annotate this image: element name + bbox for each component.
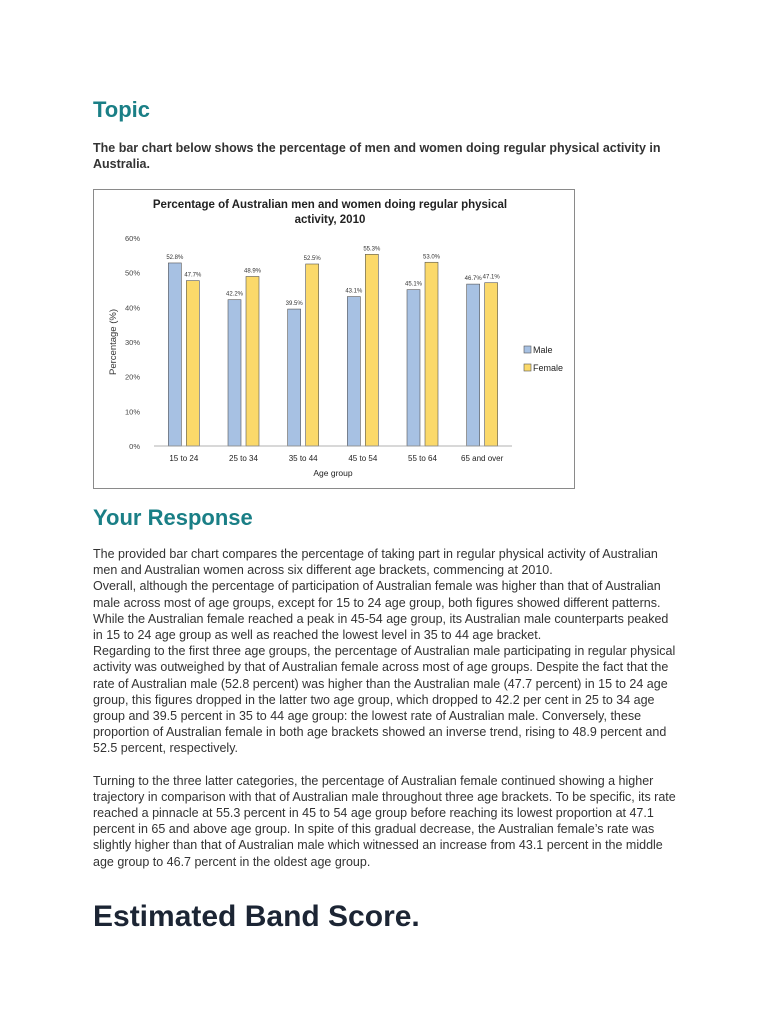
y-tick-label: 30% bbox=[124, 338, 140, 347]
bar-male bbox=[407, 290, 420, 446]
data-label: 53.0% bbox=[422, 254, 441, 261]
y-tick-label: 20% bbox=[124, 372, 140, 382]
x-tick-label: 25 to 34 bbox=[229, 454, 258, 463]
data-label: 48.9% bbox=[243, 268, 262, 275]
legend-label-female: Female bbox=[533, 363, 564, 373]
bar-male bbox=[168, 263, 181, 446]
bar-male bbox=[467, 284, 480, 446]
y-tick-label: 0% bbox=[129, 442, 140, 451]
y-tick-label: 60% bbox=[124, 234, 140, 243]
response-paragraph: Regarding to the first three age groups, the percentage of Australian male participating in regular physical activity was outweighed by that of Australian female across most of age groups. Despite the fact that the rate of Australian male (52.8 percent) was higher than the Australian male (47.7 percent) in 15 to 24 age group, this figures dropped in the latter two age group, which dropped to 42.2 per cent in 25 to 34 age group and 39.5 percent in 35 to 44 age group: the lowest rate of Australian male. Conversely, these proportion of Australian female in both age brackets showed an inverse trend, rising to 48.9 percent and 52.5 percent, respectively. bbox=[93, 644, 676, 756]
data-label: 42.2% bbox=[225, 291, 244, 298]
x-tick-label: 65 and over bbox=[461, 454, 504, 463]
data-label: 52.8% bbox=[166, 254, 184, 261]
legend-swatch-male bbox=[524, 346, 531, 353]
x-tick-label: 55 to 64 bbox=[408, 454, 437, 463]
bar-female bbox=[246, 276, 259, 446]
x-tick-label: 35 to 44 bbox=[288, 454, 318, 463]
chart-svg bbox=[94, 190, 574, 488]
data-label: 43.1% bbox=[345, 288, 363, 295]
y-tick-label: 10% bbox=[124, 407, 140, 417]
data-label: 47.1% bbox=[482, 274, 500, 281]
bar-male bbox=[288, 309, 301, 446]
topic-prompt: The bar chart below shows the percentage of men and women doing regular physical activity in Australia. bbox=[93, 141, 661, 171]
y-tick-label: 50% bbox=[124, 268, 140, 278]
data-label: 47.7% bbox=[184, 272, 202, 279]
bar-female bbox=[365, 254, 378, 446]
legend-label-male: Male bbox=[533, 345, 553, 355]
topic-heading: Topic bbox=[93, 97, 151, 122]
response-paragraph: Turning to the three latter categories, the percentage of Australian female continued showing a higher trajectory in comparison with that of Australian male throughout three age brackets. To be specific, its rate reached a pinnacle at 55.3 percent in 45 to 54 age group before reaching its lowest proportion at 47.1 percent in 65 and above age group. In spite of this gradual decrease, the Australian female’s rate was slightly higher than that of Australian male which witnessed an increase from 43.1 percent in the middle age group to 46.7 percent in the oldest age group. bbox=[93, 773, 676, 869]
data-label: 39.5% bbox=[285, 301, 303, 308]
bar-female bbox=[425, 262, 438, 446]
x-tick-label: 15 to 24 bbox=[169, 454, 199, 463]
bar-female bbox=[306, 264, 319, 446]
data-label: 46.7% bbox=[464, 276, 482, 283]
chart-title: Percentage of Australian men and women doing regular physical bbox=[152, 199, 508, 211]
response-heading: Your Response bbox=[93, 505, 253, 530]
x-axis-title: Age group bbox=[313, 468, 353, 478]
legend-swatch-female bbox=[524, 364, 531, 371]
bar-female bbox=[186, 281, 199, 446]
bar-male bbox=[347, 297, 360, 446]
bar-male bbox=[228, 300, 241, 446]
response-paragraph: The provided bar chart compares the percentage of taking part in regular physical activity of Australian men and Australian women across six different age brackets, commencing at 2010. bbox=[93, 547, 658, 578]
bar-chart bbox=[93, 189, 575, 489]
data-label: 45.1% bbox=[404, 281, 423, 288]
response-paragraph: Overall, although the percentage of participation of Australian female was higher than that of Australian male across most of age groups, except for 15 to 24 age group, both figures showed different patterns. While the Australian female reached a peak in 45-54 age group, its Australian male counterparts peaked in 15 to 24 age group as well as reached the lowest level in 35 to 44 age bracket. bbox=[93, 579, 669, 643]
y-axis-title: Percentage (%) bbox=[108, 308, 119, 376]
band-score-heading: Estimated Band Score. bbox=[93, 900, 420, 933]
chart-title: activity, 2010 bbox=[294, 214, 366, 226]
data-label: 52.5% bbox=[303, 256, 321, 262]
response-body bbox=[93, 546, 677, 870]
x-tick-label: 45 to 54 bbox=[348, 454, 378, 463]
y-tick-label: 40% bbox=[124, 303, 140, 313]
data-label: 55.3% bbox=[363, 246, 381, 253]
bar-female bbox=[485, 283, 498, 446]
